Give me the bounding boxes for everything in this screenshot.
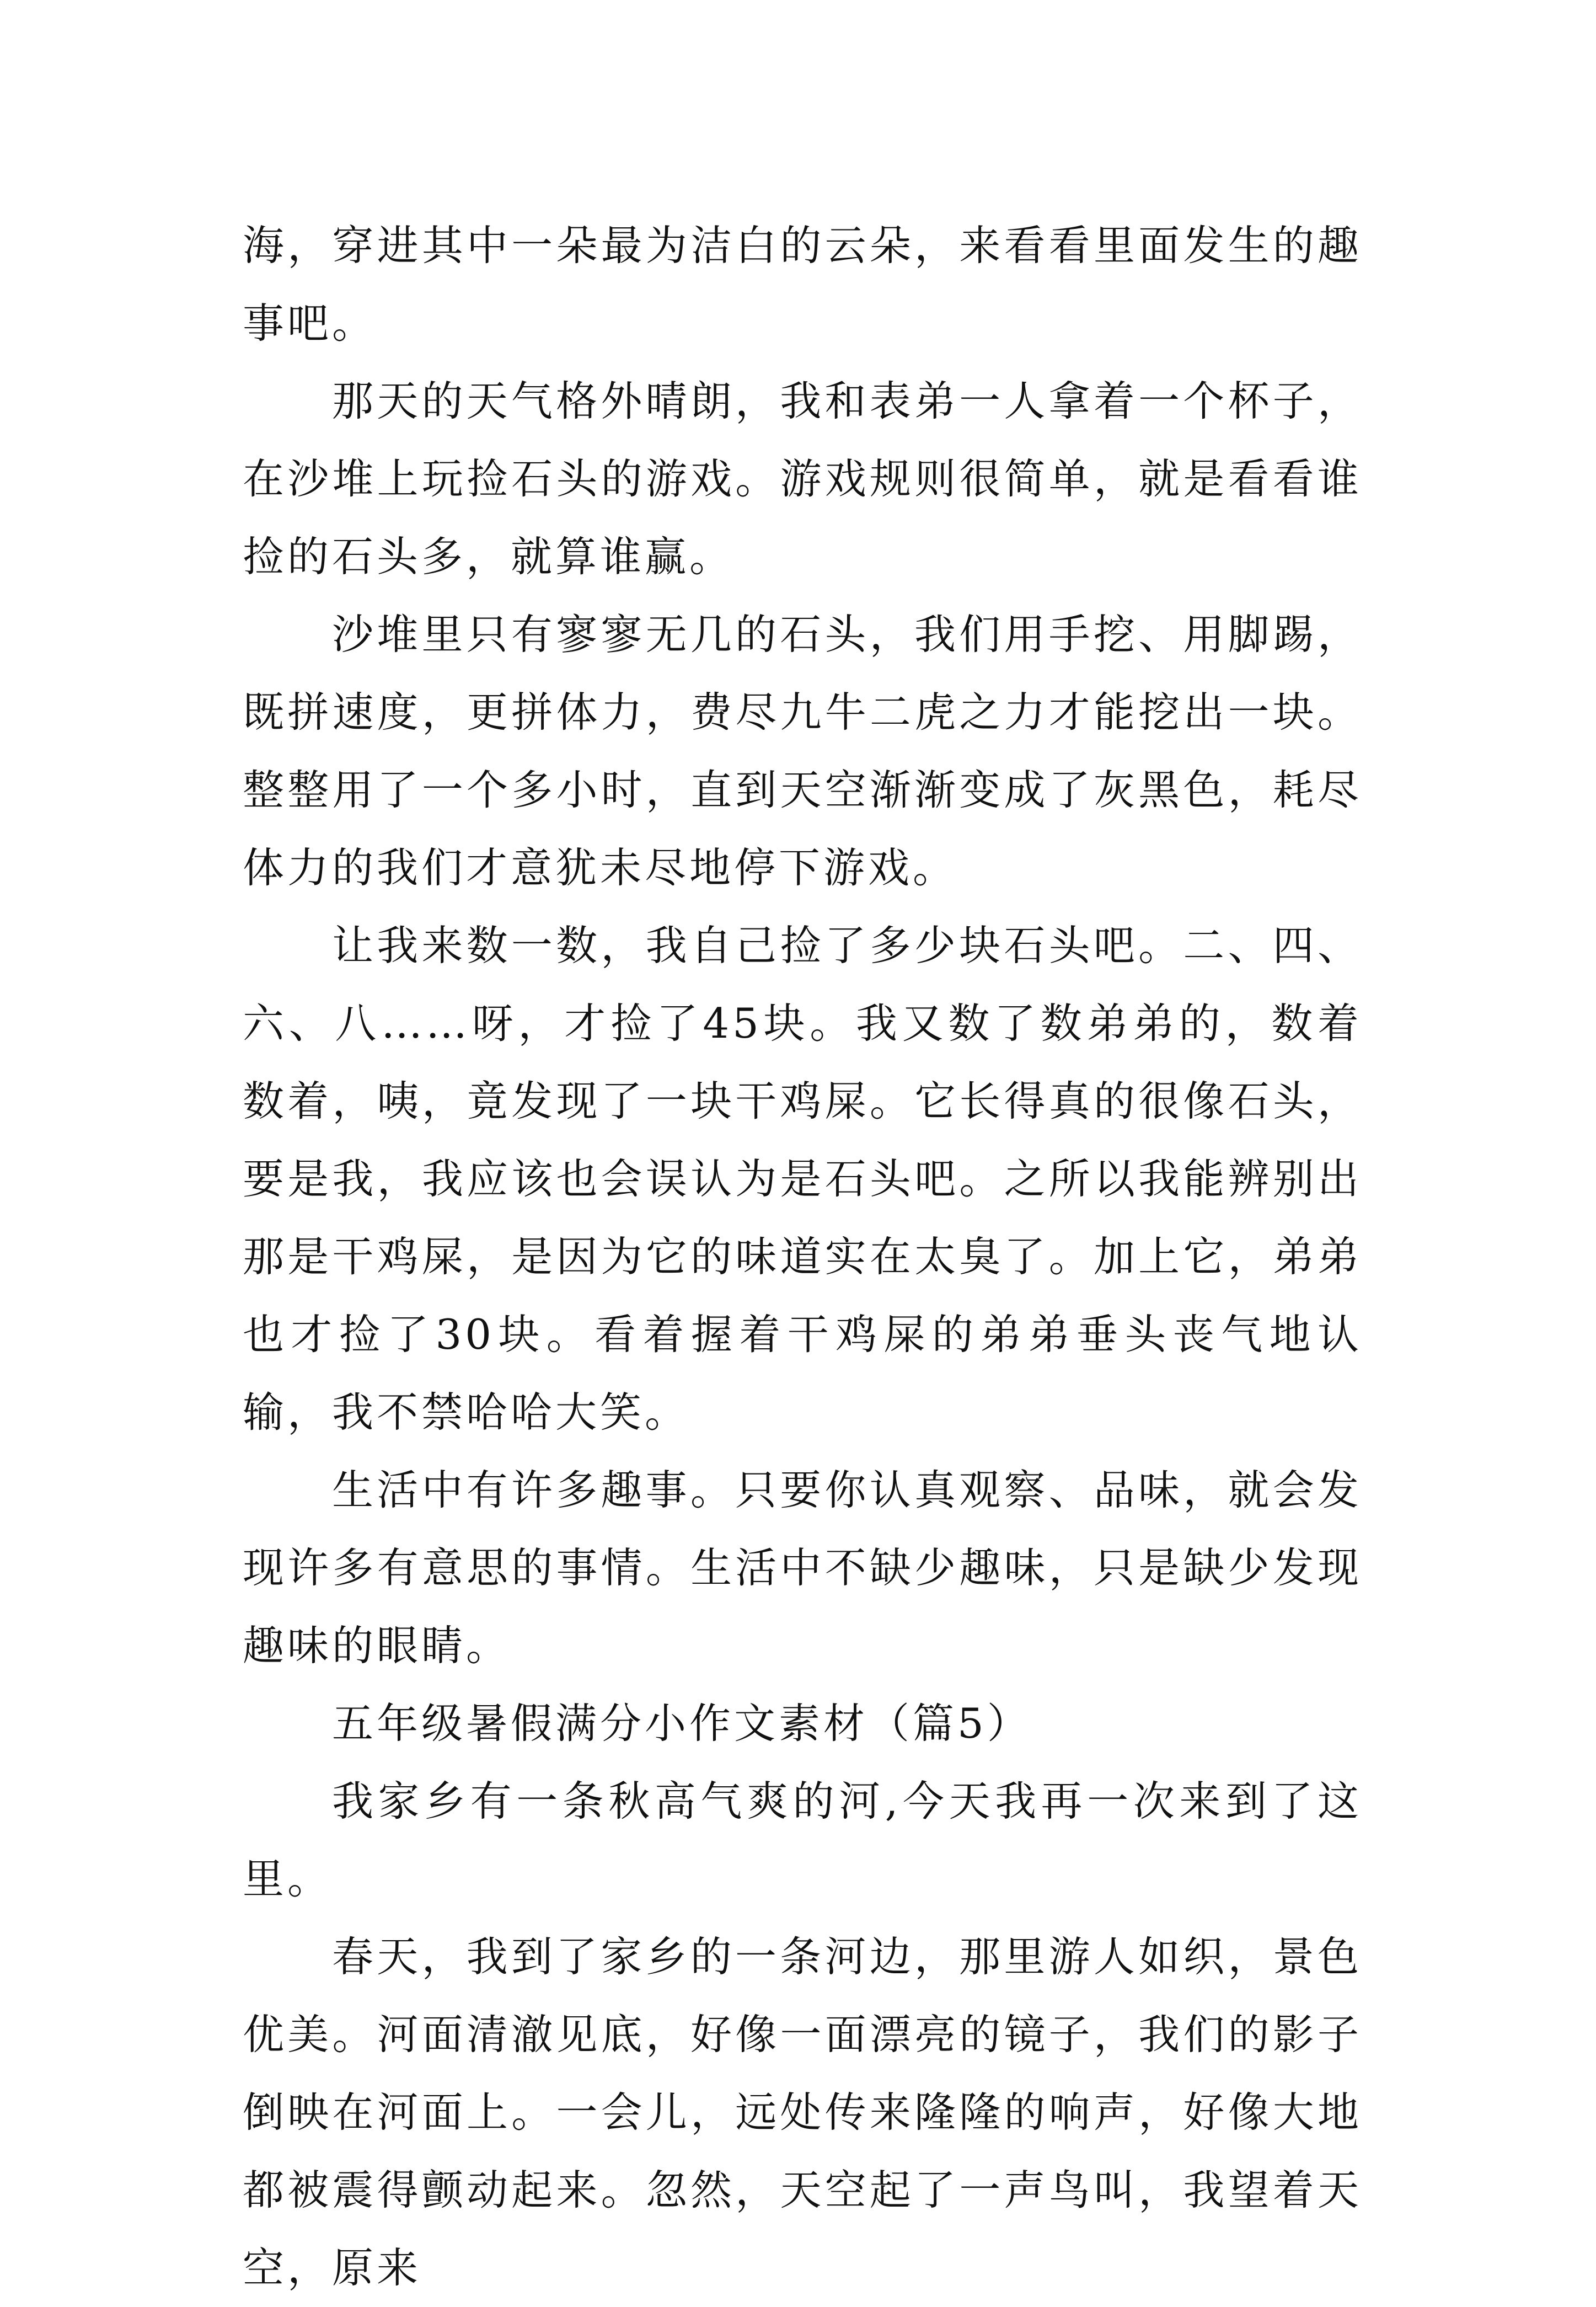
paragraph: 让我来数一数，我自己捡了多少块石头吧。二、四、六、八……呀，才捡了45块。我又数了数弟弟的，数着数着，咦，竟发现了一块干鸡屎。它长得真的很像石头，要是我，我应该也会误认为是石头吧。之所以我能辨别出那是干鸡屎，是因为它的味道实在太臭了。加上它，弟弟也才捡了30块。看着握着干鸡屎的弟弟垂头丧气地认输，我不禁哈哈大笑。 [243, 921, 1362, 1436]
document-body [243, 207, 1362, 2307]
section-title: 五年级暑假满分小作文素材（篇5） [332, 1699, 1032, 1748]
paragraph: 沙堆里只有寥寥无几的石头，我们用手挖、用脚踢，既拼速度，更拼体力，费尽九牛二虎之力才能挖出一块。整整用了一个多小时，直到天空渐渐变成了灰黑色，耗尽体力的我们才意犹未尽地停下游戏。 [243, 610, 1362, 892]
paragraph: 海，穿进其中一朵最为洁白的云朵，来看看里面发生的趣事吧。 [243, 221, 1362, 348]
paragraph: 春天，我到了家乡的一条河边，那里游人如织，景色优美。河面清澈见底，好像一面漂亮的镜子，我们的影子倒映在河面上。一会儿，远处传来隆隆的响声，好像大地都被震得颤动起来。忽然，天空起了一声鸟叫，我望着天空，原来 [243, 1932, 1362, 2292]
paragraph: 我家乡有一条秋高气爽的河,今天我再一次来到了这里。 [243, 1777, 1362, 1903]
paragraph: 那天的天气格外晴朗，我和表弟一人拿着一个杯子，在沙堆上玩捡石头的游戏。游戏规则很简单，就是看看谁捡的石头多，就算谁赢。 [243, 377, 1362, 581]
paragraph: 生活中有许多趣事。只要你认真观察、品味，就会发现许多有意思的事情。生活中不缺少趣味，只是缺少发现趣味的眼睛。 [243, 1466, 1362, 1670]
